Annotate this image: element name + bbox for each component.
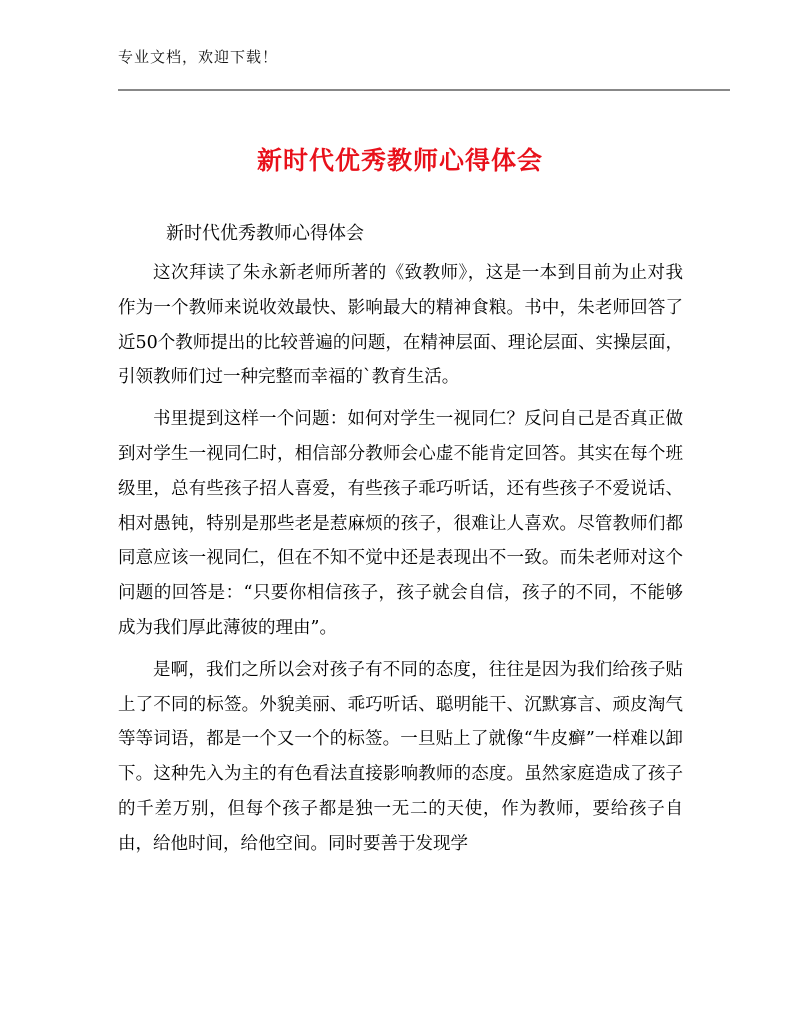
document-body — [118, 256, 683, 869]
header-divider — [118, 89, 730, 91]
page-header-text: 专业文档，欢迎下载！ — [118, 48, 279, 66]
paragraph-1: 这次拜读了朱永新老师所著的《致教师》，这是一本到目前为止对我作为一个教师来说收效最快、影响最大的精神食粮。书中，朱老师回答了近50个教师提出的比较普遍的问题，在精神层面、理论层面、实操层面，引领教师们过一种完整而幸福的`教育生活。 — [118, 263, 683, 388]
paragraph-3: 是啊，我们之所以会对孩子有不同的态度，往往是因为我们给孩子贴上了不同的标签。外貌美丽、乖巧听话、聪明能干、沉默寡言、顽皮淘气等等词语，都是一个又一个的标签。一旦贴上了就像“牛皮癣”一样难以卸下。这种先入为主的有色看法直接影响教师的态度。虽然家庭造成了孩子的千差万别，但每个孩子都是独一无二的天使，作为教师，要给孩子自由，给他时间，给他空间。同时要善于发现学 — [118, 659, 683, 854]
paragraph-2: 书里提到这样一个问题：如何对学生一视同仁？反问自己是否真正做到对学生一视同仁时，相信部分教师会心虚不能肯定回答。其实在每个班级里，总有些孩子招人喜爱，有些孩子乖巧听话，还有些孩子不爱说话、相对愚钝，特别是那些老是惹麻烦的孩子，很难让人喜欢。尽管教师们都同意应该一视同仁，但在不知不觉中还是表现出不一致。而朱老师对这个问题的回答是：“只要你相信孩子，孩子就会自信，孩子的不同，不能够成为我们厚此薄彼的理由”。 — [118, 409, 683, 638]
document-subtitle: 新时代优秀教师心得体会 — [166, 223, 364, 244]
document-title: 新时代优秀教师心得体会 — [256, 146, 543, 175]
